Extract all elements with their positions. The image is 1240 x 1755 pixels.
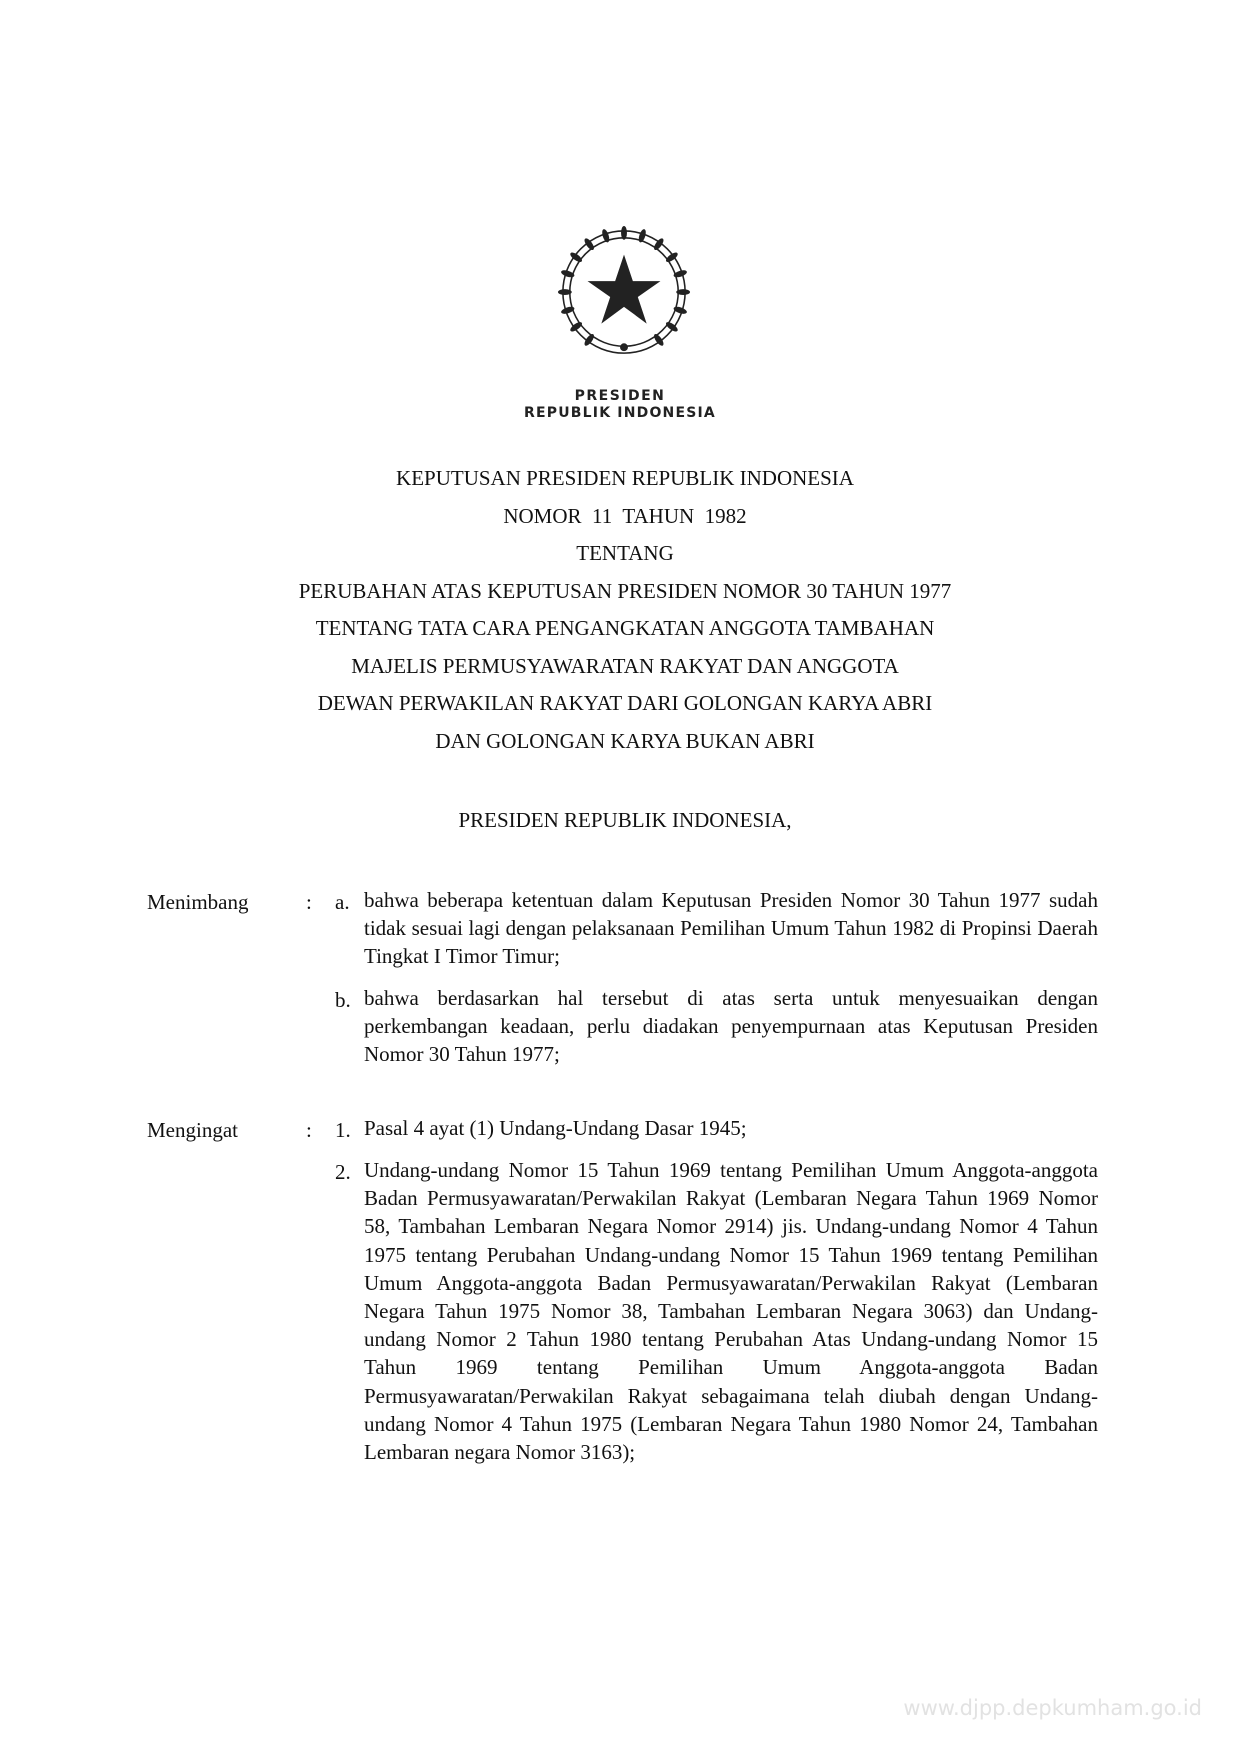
emblem-caption-line1: PRESIDEN	[574, 388, 666, 404]
menimbang-item-a: bahwa beberapa ketentuan dalam Keputusan Presiden Nomor 30 Tahun 1977 sudah tidak sesuai lagi dengan pelaksanaan Pemilihan Umum Tahun 1982 di Propinsi Daerah Tingkat I Timor Timur;	[364, 888, 1098, 969]
title-line: NOMOR 11 TAHUN 1982	[503, 503, 747, 528]
mengingat-marker-1: 1.	[335, 1118, 351, 1142]
menimbang-item-b: bahwa berdasarkan hal tersebut di atas serta untuk menyesuaikan dengan perkembangan keadaan, perlu diadakan penyempurnaan atas Keputusan Presiden Nomor 30 Tahun 1977;	[364, 986, 1098, 1067]
title-line: KEPUTUSAN PRESIDEN REPUBLIK INDONESIA	[396, 466, 854, 490]
menimbang-marker-a: a.	[335, 890, 350, 914]
decree-title	[150, 460, 1100, 760]
mengingat-label: Mengingat	[147, 1118, 238, 1142]
mengingat-marker-2: 2.	[335, 1160, 351, 1184]
title-line: PERUBAHAN ATAS KEPUTUSAN PRESIDEN NOMOR 30 TAHUN 1977	[298, 578, 952, 603]
title-line: TENTANG	[576, 541, 674, 565]
title-line: DEWAN PERWAKILAN RAKYAT DARI GOLONGAN KARYA ABRI	[317, 691, 933, 715]
mengingat-item-2: Undang-undang Nomor 15 Tahun 1969 tentang Pemilihan Umum Anggota-anggota Badan Permusyawaratan/Perwakilan Rakyat (Lembaran Negara Tahun 1969 Nomor 58, Tambahan Lembaran Negara Nomor 2914) jis. Undang-undang Nomor 4 Tahun 1975 tentang Perubahan Undang-undang Nomor 15 Tahun 1969 tentang Pemilihan Umum Anggota-anggota Badan Permusyawaratan/Perwakilan Rakyat (Lembaran Negara Tahun 1975 Nomor 38, Tambahan Lembaran Negara 3063) dan Undang- undang Nomor 2 Tahun 1980 tentang Perubahan Atas Undang-undang Nomor 15 Tahun 1969 tentang Pemilihan Umum Anggota-anggota Badan Permusyawaratan/Perwakilan Rakyat sebagaimana telah diubah dengan Undang-undang Nomor 4 Tahun 1975 (Lembaran Negara Tahun 1980 Nomor 24, Tambahan Lembaran negara Nomor 3163);	[364, 1158, 1098, 1465]
watermark: www.djpp.depkumham.go.id	[903, 1696, 1202, 1720]
menimbang-marker-b: b.	[335, 988, 351, 1012]
title-line: DAN GOLONGAN KARYA BUKAN ABRI	[435, 728, 815, 753]
emblem-caption-line2: REPUBLIK INDONESIA	[524, 405, 716, 421]
menimbang-label: Menimbang	[147, 890, 249, 914]
mengingat-item-1: Pasal 4 ayat (1) Undang-Undang Dasar 1945;	[364, 1116, 747, 1140]
presidential-seal-icon	[555, 225, 693, 363]
title-line: TENTANG TATA CARA PENGANGKATAN ANGGOTA TAMBAHAN	[315, 616, 935, 640]
menimbang-colon: :	[306, 890, 312, 914]
mengingat-colon: :	[306, 1118, 312, 1142]
title-line: MAJELIS PERMUSYAWARATAN RAKYAT DAN ANGGOTA	[351, 653, 899, 678]
president-heading: PRESIDEN REPUBLIK INDONESIA,	[458, 808, 792, 832]
